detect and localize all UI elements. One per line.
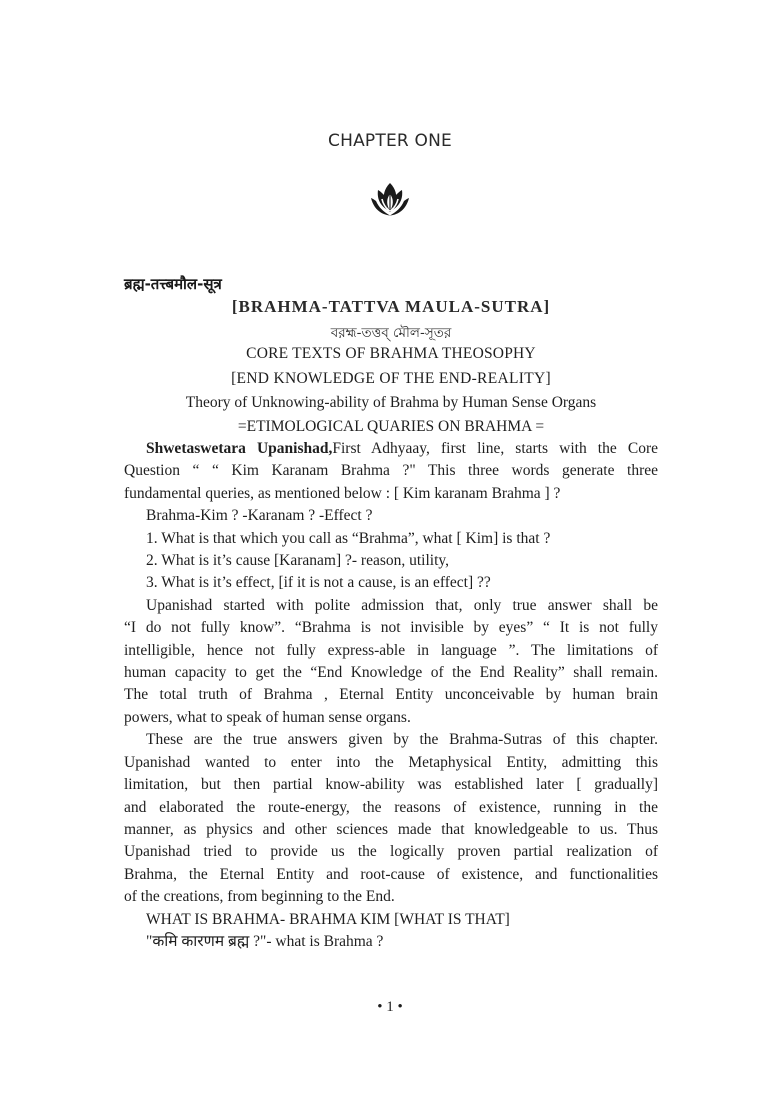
end-knowledge-heading: [END KNOWLEDGE OF THE END-REALITY]: [231, 370, 551, 387]
section-heading: WHAT IS BRAHMA- BRAHMA KIM [WHAT IS THAT]: [146, 910, 510, 928]
question-3: 3. What is it’s effect, [if it is not a cause, is an effect] ??: [146, 574, 491, 592]
paragraph2-line: powers, what to speak of human sense organs.: [124, 708, 411, 726]
paragraph3-line: of the creations, from beginning to the End.: [124, 888, 395, 906]
chapter-title: CHAPTER ONE: [328, 131, 452, 151]
paragraph3-line: Upanishad wanted to enter into the Metaphysical Entity, admitting this: [124, 753, 658, 771]
body-text: [124, 438, 658, 953]
closing-line: "कमि कारणम ब्रह्म ?"- what is Brahma ?: [146, 932, 384, 950]
paragraph1-line3: fundamental queries, as mentioned below : [ Kim karanam Brahma ] ?: [124, 484, 561, 502]
paragraph2-line: human capacity to get the “End Knowledge of the End Reality” shall remain.: [124, 664, 658, 682]
lotus-icon: [370, 182, 410, 218]
page-number: • 1 •: [377, 999, 403, 1015]
paragraph1-line1-rest: First Adhyaay, first line, starts with the Core: [332, 440, 658, 457]
paragraph2-line: The total truth of Brahma , Eternal Entity unconceivable by human brain: [124, 686, 658, 704]
paragraph2-line: Upanishad started with polite admission that, only true answer shall be: [146, 596, 658, 614]
paragraph3-line: limitation, but then partial know-ability was established later [ gradually]: [124, 776, 658, 794]
paragraph3-line: manner, as physics and other sciences made that knowledgeable to us. Thus: [124, 820, 658, 838]
core-texts-heading: CORE TEXTS OF BRAHMA THEOSOPHY: [246, 345, 536, 362]
devanagari-title: ब्रह्म-तत्त्बमौल-सूत्र: [124, 275, 222, 293]
latin-title: [BRAHMA-TATTVA MAULA-SUTRA]: [231, 297, 551, 316]
bengali-title: বর়হ্ম-তত্তব্ মৌল-সূতর়: [330, 325, 452, 341]
paragraph3-line: Upanishad tried to provide us the logically proven partial realization of: [124, 843, 658, 861]
paragraph1-line2: Question “ “ Kim Karanam Brahma ?" This three words generate three: [124, 462, 658, 480]
paragraph2-line: intelligible, hence not fully express-able in language ”. The limitations of: [124, 641, 658, 659]
paragraph1-bold-lead: Shwetaswetara Upanishad,: [146, 440, 333, 457]
paragraph3-line: Brahma, the Eternal Entity and root-cause of existence, and functionalities: [124, 865, 658, 883]
paragraph1-line1: [124, 438, 658, 460]
paragraph3-line: and elaborated the route-energy, the reasons of existence, running in the: [124, 798, 658, 816]
question-1: 1. What is that which you call as “Brahma”, what [ Kim] is that ?: [146, 529, 551, 547]
question-2: 2. What is it’s cause [Karanam] ?- reason, utility,: [146, 552, 450, 570]
paragraph2-line: “I do not fully know”. “Brahma is not invisible by eyes” “ It is not fully: [124, 619, 658, 637]
theory-heading: Theory of Unknowing-ability of Brahma by Human Sense Organs: [185, 394, 597, 411]
etimological-heading: =ETIMOLOGICAL QUARIES ON BRAHMA =: [237, 418, 545, 435]
paragraph3-line: These are the true answers given by the Brahma-Sutras of this chapter.: [146, 731, 658, 749]
query-line: Brahma-Kim ? -Karanam ? -Effect ?: [146, 507, 373, 525]
